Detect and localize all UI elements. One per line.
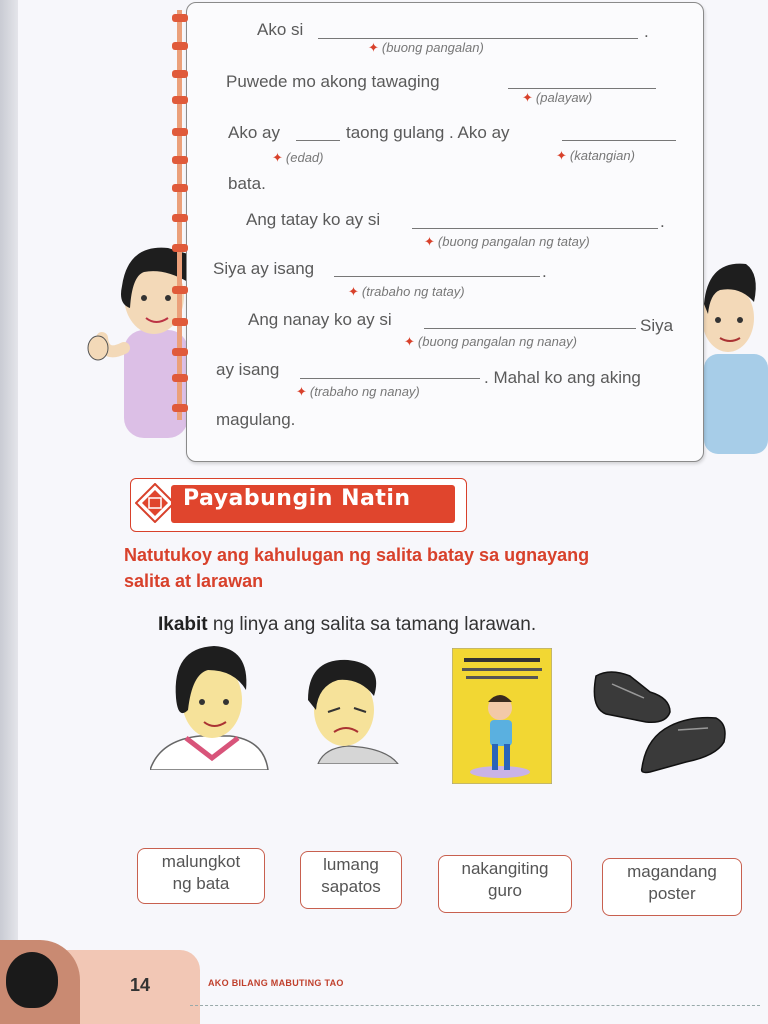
word-box-sad-child[interactable] <box>137 848 265 904</box>
word-box-old-shoes[interactable] <box>300 851 402 909</box>
footer-divider <box>190 1005 760 1006</box>
form-line-7: Ang nanay ko ay si <box>248 310 392 329</box>
binding-ring <box>172 244 188 252</box>
smiling-teacher-picture[interactable] <box>150 640 270 770</box>
blank-trait[interactable] <box>562 140 676 141</box>
word-box-smiling-teacher[interactable] <box>438 855 572 913</box>
blank-mother-job[interactable] <box>300 378 480 379</box>
form-line-6: Siya ay isang <box>213 259 315 278</box>
hint-mother-job: ✦ (trabaho ng nanay) <box>296 384 420 399</box>
word-line-1: lumang <box>323 855 379 874</box>
blank-father-name[interactable] <box>412 228 658 229</box>
objective-line-1: Natutukoy ang kahulugan ng salita batay sa ugnayang <box>124 545 590 565</box>
hint-age: ✦ (edad) <box>272 150 324 165</box>
binding-ring <box>172 14 188 22</box>
word-line-2: guro <box>487 881 523 900</box>
section-banner <box>130 478 467 532</box>
hint-mother-name: ✦ (buong pangalan ng nanay) <box>404 334 577 349</box>
page-left-edge <box>0 0 18 1024</box>
binding-ring <box>172 42 188 50</box>
fingernail <box>6 952 58 1008</box>
poster-picture[interactable] <box>452 648 552 784</box>
section-title: Payabungin Natin <box>183 486 411 511</box>
blank-mother-name[interactable] <box>424 328 636 329</box>
binding-ring <box>172 70 188 78</box>
form-line-9: magulang. <box>216 410 296 429</box>
form-line-8-end: . Mahal ko ang aking <box>484 368 641 387</box>
sad-boy-picture[interactable] <box>298 654 402 764</box>
form-line-5-end: . <box>660 212 665 231</box>
form-line-3a: Ako ay <box>228 123 280 142</box>
blank-nickname[interactable] <box>508 88 656 89</box>
blank-age[interactable] <box>296 140 340 141</box>
old-shoes-picture[interactable] <box>590 668 730 774</box>
form-line-4: bata. <box>228 174 266 193</box>
form-line-1-end: . <box>644 22 649 41</box>
word-line-2: poster <box>648 884 696 903</box>
form-line-1: Ako si <box>257 20 304 39</box>
binding-ring <box>172 128 188 136</box>
instruction: Ikabit ng linya ang salita sa tamang larawan. <box>158 614 537 635</box>
section-icon <box>135 483 175 523</box>
form-line-6-end: . <box>542 262 547 281</box>
word-line-2: sapatos <box>321 877 381 896</box>
word-line-1: malungkot <box>161 852 241 871</box>
hint-father-name: ✦ (buong pangalan ng tatay) <box>424 234 590 249</box>
hint-trait: ✦ (katangian) <box>556 148 635 163</box>
blank-father-job[interactable] <box>334 276 540 277</box>
page-number: 14 <box>130 975 151 995</box>
hint-full-name: ✦ (buong pangalan) <box>368 40 484 55</box>
form-line-5: Ang tatay ko ay si <box>246 210 381 229</box>
book-title: AKO BILANG MABUTING TAO <box>208 978 344 988</box>
binding-ring <box>172 96 188 104</box>
hint-nickname: ✦ (palayaw) <box>522 90 593 105</box>
binding-ring <box>172 184 188 192</box>
hint-father-job: ✦ (trabaho ng tatay) <box>348 284 465 299</box>
profile-form-card <box>186 2 704 462</box>
objective-line-2: salita at larawan <box>124 571 264 591</box>
binding-ring <box>172 286 188 294</box>
binding-ring <box>172 348 188 356</box>
form-line-3b: taong gulang . Ako ay <box>346 123 510 142</box>
boy-illustration <box>700 254 768 454</box>
blank-full-name[interactable] <box>318 38 638 39</box>
binding-ring <box>172 156 188 164</box>
word-line-2: ng bata <box>172 874 230 893</box>
binding-ring <box>172 374 188 382</box>
word-line-1: nakangiting <box>461 859 549 878</box>
form-line-7-end: Siya <box>640 316 674 335</box>
word-box-beautiful-poster[interactable] <box>602 858 742 916</box>
binding-ring <box>172 214 188 222</box>
binding-ring <box>172 404 188 412</box>
binding-ring <box>172 318 188 326</box>
form-line-8: ay isang <box>216 360 280 379</box>
word-line-1: magandang <box>627 862 717 881</box>
form-line-2: Puwede mo akong tawaging <box>226 72 440 91</box>
